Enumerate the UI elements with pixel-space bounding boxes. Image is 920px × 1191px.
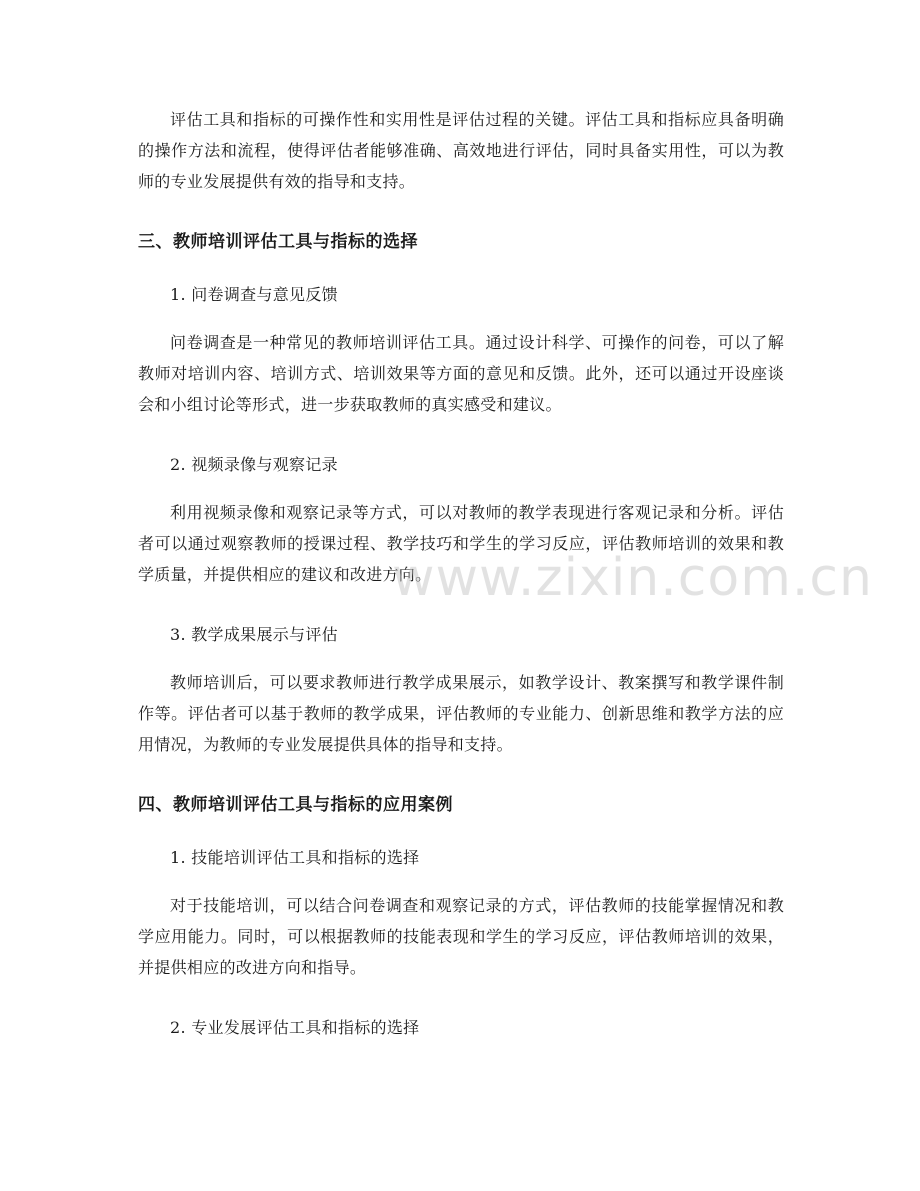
- section-3-heading: 三、教师培训评估工具与指标的选择: [138, 232, 418, 252]
- section-4-item-2-title: 2. 专业发展评估工具和指标的选择: [170, 1018, 420, 1037]
- section-4-item-1-title: 1. 技能培训评估工具和指标的选择: [170, 848, 420, 867]
- section-3-item-3-body: 教师培训后，可以要求教师进行教学成果展示，如教学设计、教案撰写和教学课件制作等。评估者可以基于教师的教学成果，评估教师的专业能力、创新思维和教学方法的应用情况，为教师的专业发展提供具体的指导和支持。: [138, 673, 784, 754]
- section-3-item-2-body: 利用视频录像和观察记录等方式，可以对教师的教学表现进行客观记录和分析。评估者可以通过观察教师的授课过程、教学技巧和学生的学习反应，评估教师培训的效果和教学质量，并提供相应的建议和改进方向。: [138, 503, 784, 584]
- section-3-item-1-body: 问卷调查是一种常见的教师培训评估工具。通过设计科学、可操作的问卷，可以了解教师对培训内容、培训方式、培训效果等方面的意见和反馈。此外，还可以通过开设座谈会和小组讨论等形式，进一步获取教师的真实感受和建议。: [138, 333, 784, 414]
- intro-paragraph: 评估工具和指标的可操作性和实用性是评估过程的关键。评估工具和指标应具备明确的操作方法和流程，使得评估者能够准确、高效地进行评估，同时具备实用性，可以为教师的专业发展提供有效的指导和支持。: [138, 110, 784, 191]
- watermark-text: www.zixin.com.cn: [392, 548, 873, 608]
- section-3-item-2-title: 2. 视频录像与观察记录: [170, 455, 338, 474]
- section-3-item-1-title: 1. 问卷调查与意见反馈: [170, 285, 338, 304]
- section-4-heading: 四、教师培训评估工具与指标的应用案例: [138, 795, 453, 815]
- section-3-item-3-title: 3. 教学成果展示与评估: [170, 625, 338, 644]
- section-4-item-1-body: 对于技能培训，可以结合问卷调查和观察记录的方式，评估教师的技能掌握情况和教学应用能力。同时，可以根据教师的技能表现和学生的学习反应，评估教师培训的效果，并提供相应的改进方向和指导。: [138, 896, 784, 977]
